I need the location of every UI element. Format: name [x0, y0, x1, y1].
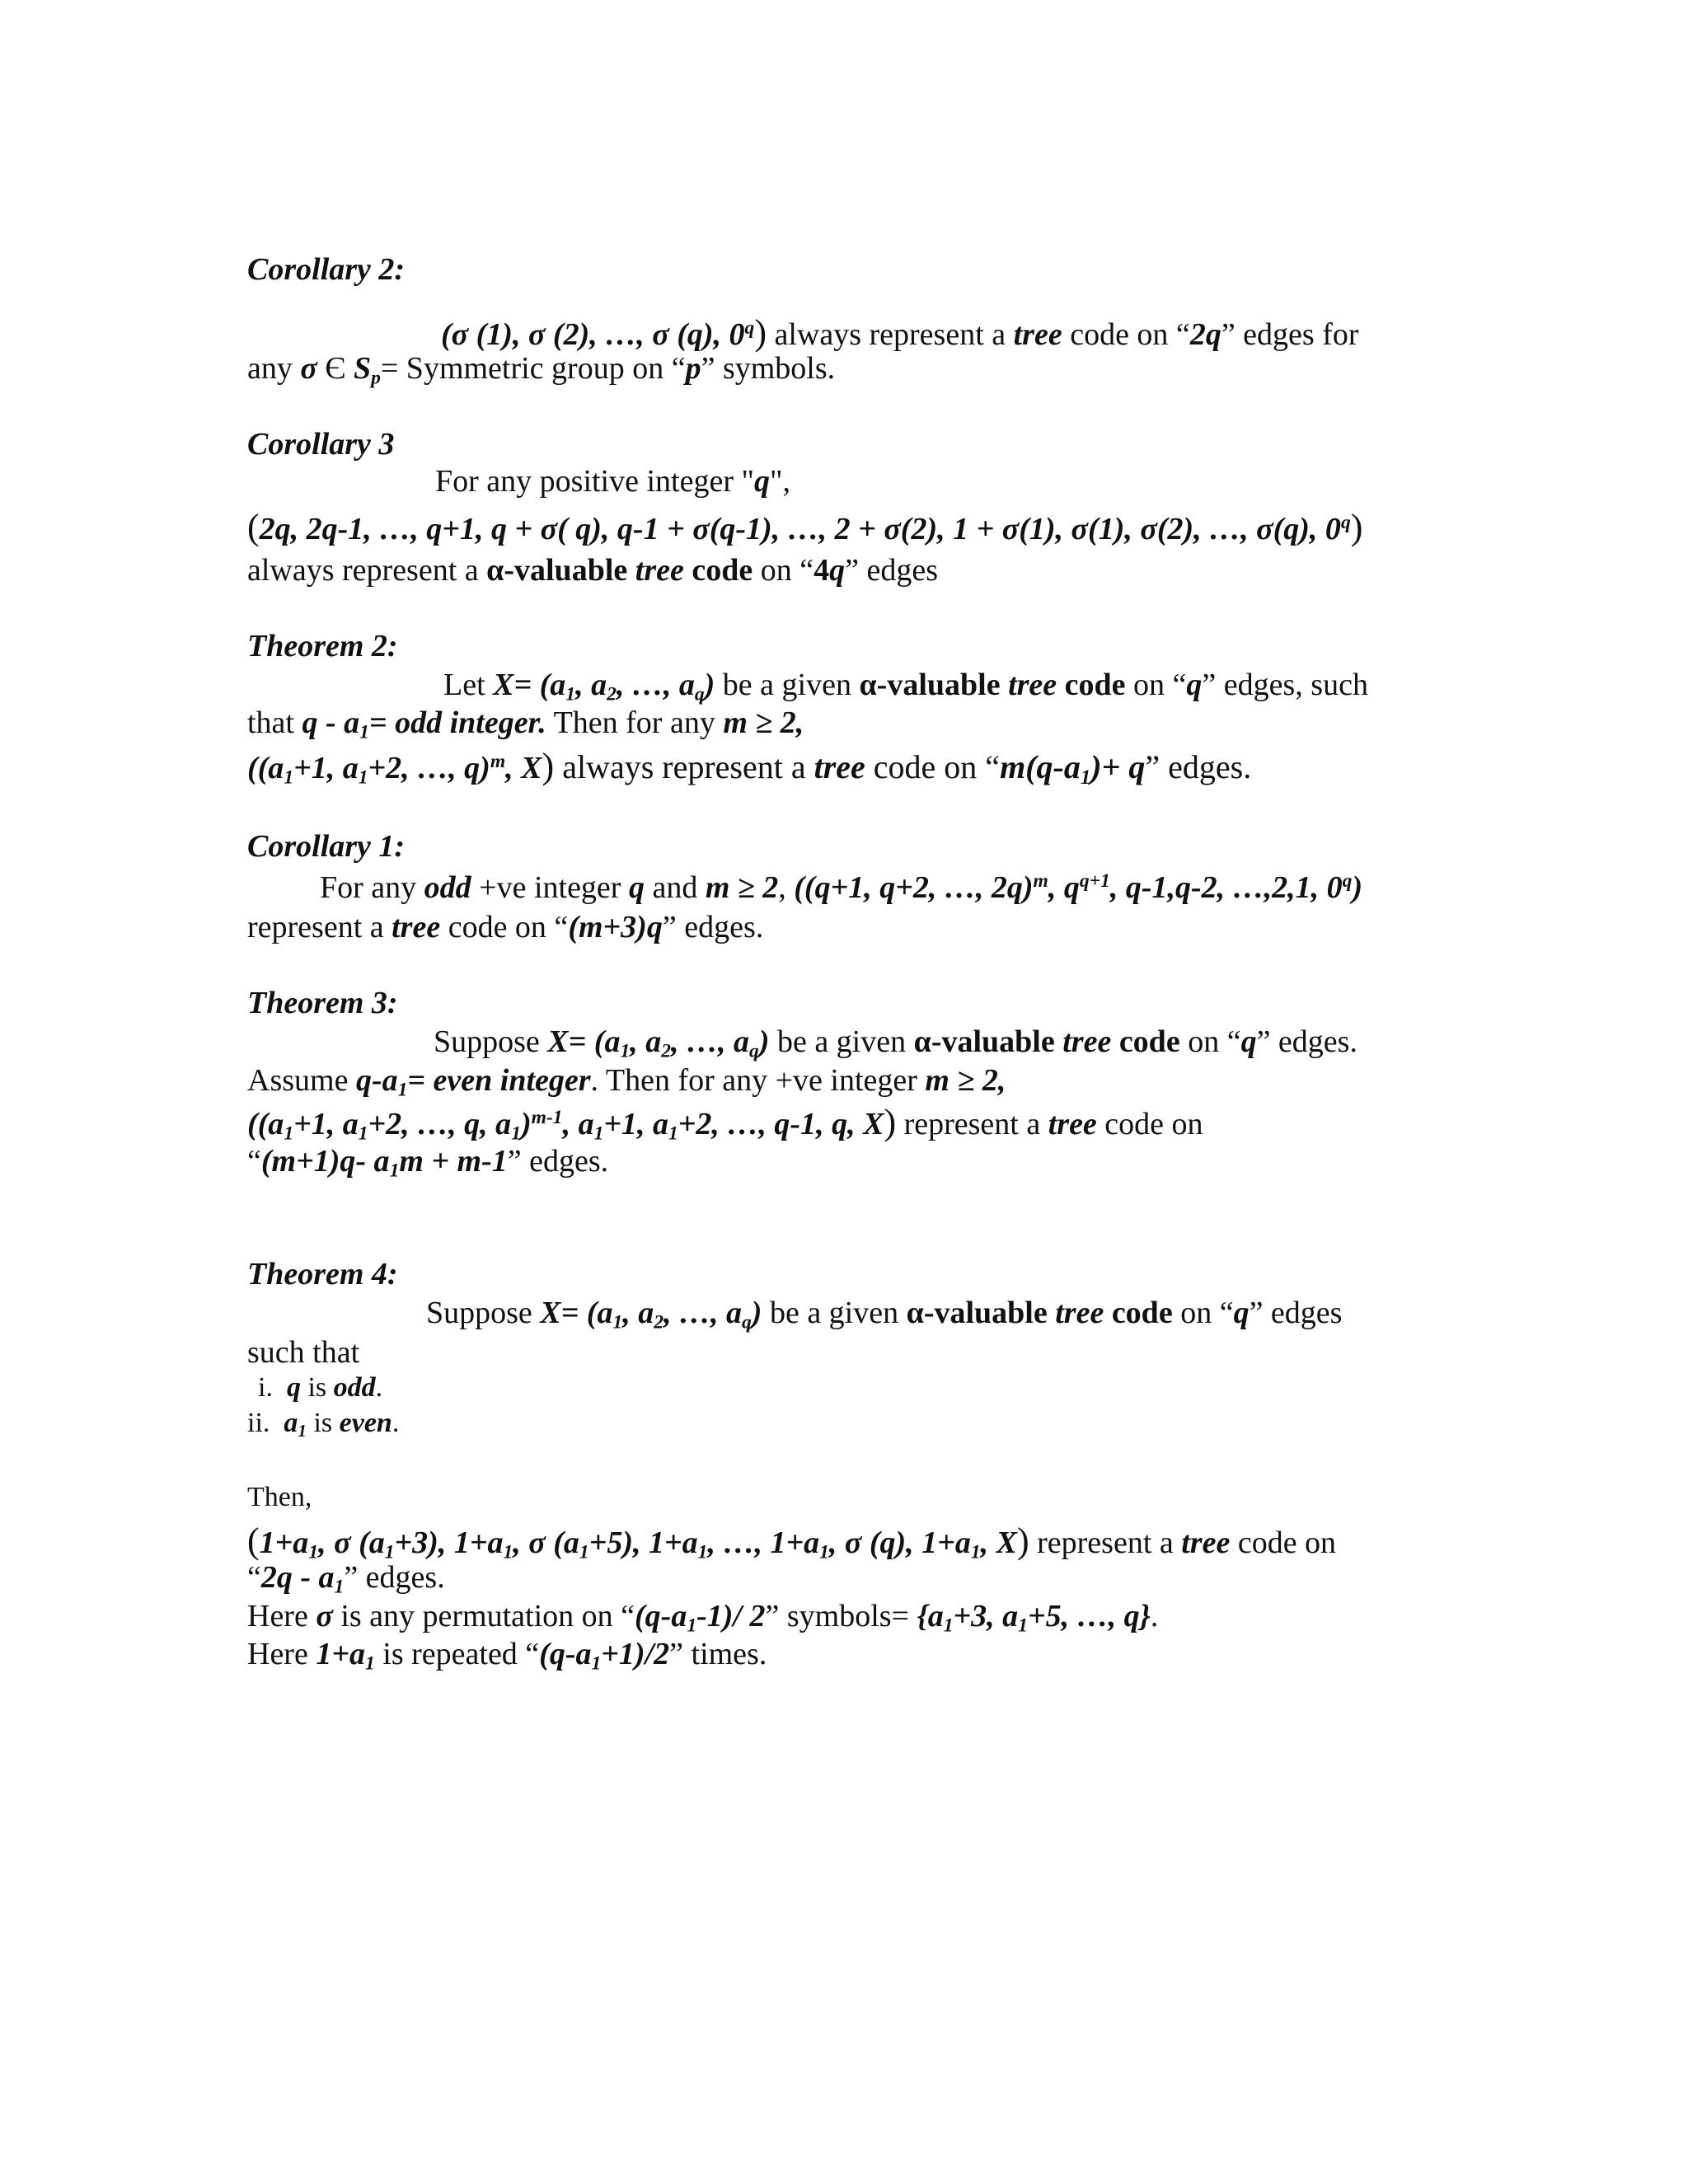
superscript: q	[1340, 512, 1351, 534]
text: .	[1150, 1599, 1159, 1633]
theorem-4-list-item-2	[247, 1408, 400, 1441]
text: Suppose	[434, 1024, 548, 1059]
corollary-1-line-1	[320, 872, 1362, 903]
text: +ve integer	[471, 870, 629, 905]
list-number: ii.	[247, 1408, 270, 1438]
math: (q-a	[539, 1637, 592, 1671]
math: odd	[424, 870, 471, 905]
math: m(q-a	[1000, 748, 1081, 785]
text: ” edges, such	[1202, 668, 1368, 702]
subscript: q	[742, 1311, 752, 1333]
text: ",	[770, 464, 791, 499]
list-number: i.	[258, 1372, 273, 1403]
theorem-4-line-6	[247, 1637, 767, 1675]
subscript: 1	[1018, 1615, 1028, 1637]
subscript: 1	[579, 1541, 589, 1563]
theorem-2-heading: Theorem 2:	[247, 629, 398, 663]
text: is repeated “	[374, 1637, 540, 1671]
tree-term: tree	[1181, 1526, 1231, 1560]
alpha-valuable-term: α-valuable	[859, 668, 1001, 702]
math: X= (a	[547, 1024, 621, 1059]
math: 2q - a	[260, 1560, 335, 1595]
superscript: q+1	[1079, 870, 1110, 893]
math: p	[685, 351, 701, 386]
alpha-valuable-term: α-valuable	[913, 1024, 1055, 1059]
math: , X	[505, 751, 542, 785]
math: = odd integer.	[368, 705, 546, 740]
text: = Symmetric group on “	[380, 351, 686, 386]
theorem-3-line-2	[247, 1063, 1006, 1101]
paren: )	[751, 1296, 762, 1330]
subscript: 1	[943, 1615, 954, 1637]
text: on “	[1125, 668, 1187, 702]
theorem-2-line-1	[443, 668, 1368, 705]
theorem-3-line-3	[247, 1102, 1203, 1145]
math: , σ (q), 1+a	[828, 1526, 971, 1560]
subscript: 1	[687, 1615, 697, 1637]
tuple: ((q+1, q+2, …, 2q)	[794, 870, 1034, 905]
subscript: 1	[358, 1122, 368, 1145]
math: , a	[562, 1107, 594, 1141]
text: Here	[247, 1637, 316, 1671]
text: ” edges for	[1221, 317, 1359, 352]
theorem-4-line-2: such that	[247, 1335, 360, 1370]
paren: )	[884, 1102, 897, 1142]
math: q	[829, 553, 846, 588]
text: ,	[778, 870, 795, 905]
tree-term: tree	[1048, 1107, 1097, 1141]
text: ” edges	[845, 553, 938, 588]
paren: )	[1352, 870, 1363, 905]
subscript: 1	[503, 1541, 513, 1563]
corollary-2-heading: Corollary 2:	[247, 252, 406, 287]
subscript: 1	[358, 766, 368, 789]
paren: )	[758, 1024, 770, 1059]
text: Here	[247, 1599, 316, 1633]
code-term: code	[1118, 1024, 1180, 1059]
math: , a	[630, 1024, 662, 1059]
subscript: 1	[970, 1541, 981, 1563]
math: odd	[333, 1372, 376, 1403]
subscript: 1	[819, 1541, 829, 1563]
math: (m+3)q	[568, 910, 663, 944]
paren: )	[754, 312, 767, 353]
math: q-a	[355, 1063, 398, 1098]
subscript: p	[371, 367, 381, 389]
text: . Then for any +ve integer	[590, 1063, 926, 1098]
subscript: 1	[565, 683, 576, 705]
math: , …, 1+a	[707, 1526, 820, 1560]
math: S	[353, 351, 372, 386]
paren: )	[1350, 507, 1363, 547]
tree-term: tree	[1013, 317, 1062, 352]
subscript: 1	[308, 1541, 319, 1563]
code-term: code	[1111, 1296, 1173, 1330]
math: q	[1240, 1024, 1257, 1059]
math: q - a	[302, 705, 360, 740]
theorem-4-line-3	[247, 1521, 1337, 1563]
text: For any	[320, 870, 424, 905]
tuple: 2q, 2q-1, …, q+1, q + σ( q), q-1 + σ(q-1), …, 2 + σ(2), 1 + σ(1), σ(1), σ(2), …, σ(q), 0	[259, 512, 1341, 546]
alpha-valuable-term: α-valuable	[486, 553, 628, 588]
math: +2, …, q)	[368, 751, 490, 785]
subscript: 1	[284, 1122, 294, 1145]
corollary-3-line-2	[247, 509, 1362, 546]
paren: )	[704, 668, 715, 702]
math: +2, …, q-1, q, X	[678, 1107, 884, 1141]
text: ” edges.	[1256, 1024, 1357, 1059]
text: that	[247, 705, 302, 740]
text: ” edges.	[344, 1560, 445, 1595]
math: (q-a	[635, 1599, 687, 1633]
math: , σ (a	[318, 1526, 385, 1560]
math: +2, …, q, a	[368, 1107, 512, 1141]
theorem-4-list-item-1	[258, 1374, 382, 1402]
corollary-2-line-1	[441, 312, 1359, 353]
math: , σ (a	[513, 1526, 579, 1560]
subscript: 1	[334, 1576, 345, 1598]
math: +5), 1+a	[588, 1526, 698, 1560]
subscript: 1	[284, 766, 294, 789]
math: , …, a	[671, 1024, 750, 1059]
subscript: 1	[620, 1040, 631, 1062]
math: , …, a	[616, 668, 695, 702]
tuple: , q-1,q-2, …,2,1, 0	[1109, 870, 1343, 905]
subscript: 2	[661, 1040, 672, 1062]
subscript: 1	[668, 1122, 678, 1145]
superscript: m-1	[531, 1107, 563, 1129]
math: a	[284, 1408, 298, 1438]
tuple: , q	[1048, 870, 1080, 905]
alpha-valuable-term: α-valuable	[906, 1296, 1048, 1330]
text: Assume	[247, 1063, 356, 1098]
math: +1, a	[293, 751, 359, 785]
text: is any permutation on “	[332, 1599, 635, 1633]
math: σ	[300, 351, 317, 386]
corollary-3-line-1	[435, 466, 790, 497]
tree-term: tree	[1008, 668, 1057, 702]
text: ” edges.	[507, 1144, 609, 1179]
theorem-4-line-4	[247, 1560, 445, 1598]
text: be a given	[715, 668, 860, 702]
theorem-3-line-4	[247, 1144, 609, 1182]
text: is	[300, 1372, 334, 1403]
tree-term: tree	[814, 748, 865, 785]
text: be a given	[762, 1296, 907, 1330]
text: and	[644, 870, 706, 905]
math: m ≥ 2,	[723, 705, 804, 740]
text: code on “	[440, 910, 569, 944]
math: {a	[917, 1599, 944, 1633]
tree-term: tree	[392, 910, 441, 944]
math: = even integer	[407, 1063, 591, 1098]
theorem-2-line-3	[247, 746, 1252, 789]
code-term: code	[692, 553, 753, 588]
text: “	[247, 1144, 261, 1179]
subscript: 1	[359, 721, 369, 743]
text: code on	[1230, 1526, 1337, 1560]
text: always represent a	[766, 317, 1014, 352]
subscript: 1	[593, 1122, 604, 1145]
subscript: 1	[389, 1160, 400, 1182]
text: ” symbols=	[765, 1599, 917, 1633]
text: ” edges.	[662, 910, 764, 944]
tree-term: tree	[1062, 1024, 1112, 1059]
text: ” times.	[669, 1637, 767, 1671]
subscript: 1	[511, 1122, 521, 1145]
text: Є	[316, 351, 354, 386]
math: m ≥ 2,	[925, 1063, 1006, 1098]
math: q	[1233, 1296, 1250, 1330]
math: σ	[316, 1599, 333, 1633]
text: code on “	[1062, 317, 1190, 352]
text: ” edges.	[1145, 748, 1252, 785]
text: on “	[1172, 1296, 1234, 1330]
math: -1)/ 2	[696, 1599, 766, 1633]
text: For any positive integer "	[435, 464, 754, 499]
subscript: 1	[365, 1652, 375, 1675]
text: represent a	[896, 1107, 1048, 1141]
subscript: 1	[384, 1541, 395, 1563]
text: on “	[753, 553, 814, 588]
subscript: 1	[697, 1541, 708, 1563]
subscript: 1	[591, 1652, 602, 1675]
tree-term: tree	[635, 553, 684, 588]
subscript: q	[749, 1040, 759, 1062]
subscript: 1	[612, 1311, 623, 1333]
math: even	[339, 1408, 392, 1438]
paren: (	[247, 507, 260, 547]
subscript: 2	[607, 683, 617, 705]
text: be a given	[769, 1024, 914, 1059]
math: ((a	[247, 751, 284, 785]
text: “	[247, 1560, 261, 1595]
subscript: q	[694, 683, 705, 705]
subscript: 1	[298, 1420, 307, 1441]
math: q	[1186, 668, 1203, 702]
text: always represent a	[247, 553, 487, 588]
text: Let	[443, 668, 494, 702]
text: Then for any	[546, 705, 724, 740]
math: 4	[814, 553, 830, 588]
theorem-2-line-2	[247, 705, 804, 743]
theorem-3-heading: Theorem 3:	[247, 986, 398, 1020]
math: m + m-1	[399, 1144, 508, 1179]
math: m ≥ 2	[705, 870, 779, 905]
math: , a	[575, 668, 607, 702]
subscript: 2	[654, 1311, 664, 1333]
paren: )	[1016, 1521, 1029, 1561]
text: .	[375, 1372, 383, 1403]
math: , a	[622, 1296, 654, 1330]
text: ” symbols.	[701, 351, 836, 386]
theorem-4-line-1	[426, 1296, 1343, 1333]
math: , X	[980, 1526, 1017, 1560]
corollary-1-heading: Corollary 1:	[247, 829, 406, 864]
math: )	[520, 1107, 532, 1141]
math: , …, a	[663, 1296, 743, 1330]
corollary-2-line-2	[247, 351, 836, 389]
superscript: q	[1342, 870, 1353, 893]
corollary-3-heading: Corollary 3	[247, 427, 395, 462]
math: +1, a	[603, 1107, 668, 1141]
theorem-3-line-1	[434, 1024, 1357, 1062]
text: represent a	[247, 910, 392, 944]
superscript: m	[490, 751, 506, 773]
text: Suppose	[426, 1296, 541, 1330]
math: +1, a	[293, 1107, 359, 1141]
text: ” edges	[1249, 1296, 1343, 1330]
superscript: m	[1033, 870, 1048, 893]
tree-term: tree	[1055, 1296, 1104, 1330]
math: X= (a	[540, 1296, 613, 1330]
text: represent a	[1029, 1526, 1182, 1560]
math: ((a	[247, 1107, 284, 1141]
corollary-1-line-2	[247, 912, 763, 943]
superscript: q	[744, 317, 755, 340]
text: .	[392, 1408, 400, 1438]
math: +1)/2	[601, 1637, 670, 1671]
text: always represent a	[554, 748, 814, 785]
math: 1+a	[316, 1637, 365, 1671]
theorem-4-heading: Theorem 4:	[247, 1257, 398, 1291]
math: q	[628, 870, 645, 905]
math: +5, …, q}	[1027, 1599, 1151, 1633]
theorem-4-line-5	[247, 1599, 1159, 1637]
text: is	[306, 1408, 340, 1438]
paren: )	[542, 746, 555, 786]
theorem-4-then: Then,	[247, 1482, 312, 1512]
math: X= (a	[493, 668, 566, 702]
text: any	[247, 351, 301, 386]
subscript: 1	[1080, 766, 1091, 789]
paren: (	[247, 1521, 260, 1561]
tuple: (σ (1), σ (2), …, σ (q), 0	[441, 317, 745, 352]
text: on “	[1179, 1024, 1241, 1059]
corollary-3-line-3	[247, 555, 938, 586]
math: 2q	[1189, 317, 1221, 352]
math: +3), 1+a	[394, 1526, 504, 1560]
text: code on “	[865, 748, 1001, 785]
math: +3, a	[953, 1599, 1019, 1633]
math: q	[754, 464, 770, 499]
math: (m+1)q- a	[260, 1144, 390, 1179]
code-term: code	[1064, 668, 1126, 702]
math: )+ q	[1090, 748, 1146, 785]
subscript: 1	[397, 1079, 408, 1101]
math: q	[286, 1372, 301, 1403]
math: 1+a	[259, 1526, 309, 1560]
text: code on	[1096, 1107, 1203, 1141]
